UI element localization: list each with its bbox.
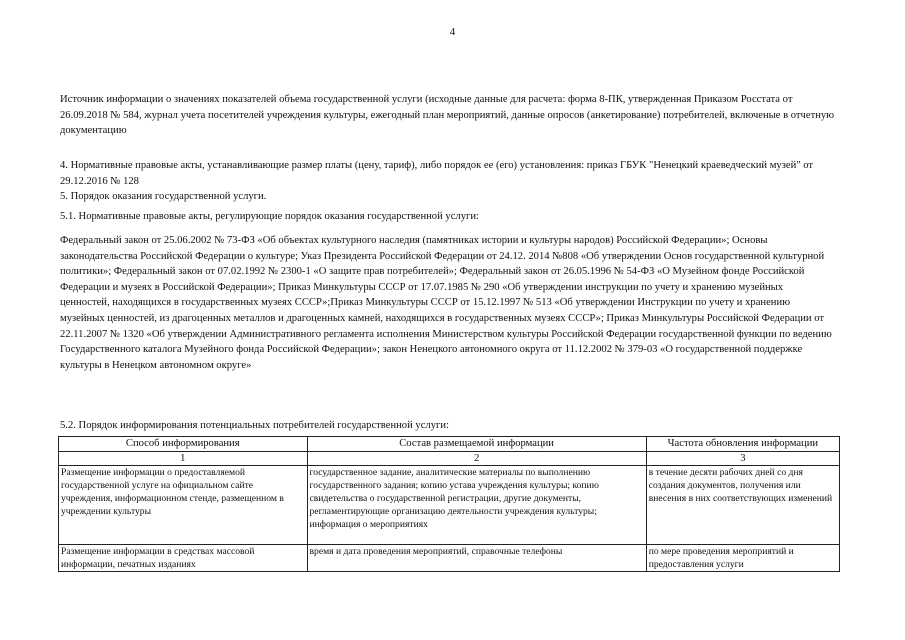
cell-content: государственное задание, аналитические материалы по выполнению государственного задания; копию устава учреждения культуры; копию свидетельства о государственной регистрации, другие документы, регламентирующие организацию деятельности учреждения культуры; информация о мероприятиях <box>307 466 646 545</box>
cell-frequency: по мере проведения мероприятий и предоставления услуги <box>646 545 839 572</box>
page-number: 4 <box>449 26 456 38</box>
column-header-method: Способ информирования <box>59 437 308 452</box>
column-number: 2 <box>307 452 646 466</box>
informing-procedure-table <box>58 436 840 572</box>
cell-method: Размещение информации в средствах массовой информации, печатных изданиях <box>59 545 308 572</box>
column-number: 3 <box>646 452 839 466</box>
cell-frequency: в течение десяти рабочих дней со дня создания документов, получения или внесения в них соответствующих изменений <box>646 466 839 545</box>
section-5-heading: 5. Порядок оказания государственной услуги. <box>60 191 267 202</box>
cell-method: Размещение информации о предоставляемой государственной услуге на официальном сайте учреждения, информационном стенде, размещенном в учреждении культуры <box>59 466 308 545</box>
table-number-row <box>59 452 840 466</box>
table-header-row <box>59 437 840 452</box>
column-header-frequency: Частота обновления информации <box>646 437 839 452</box>
column-number: 1 <box>59 452 308 466</box>
section-5-1-heading: 5.1. Нормативные правовые акты, регулирующие порядок оказания государственной услуги: <box>60 211 479 222</box>
legal-acts-paragraph: Федеральный закон от 25.06.2002 № 73-ФЗ «Об объектах культурного наследия (памятниках истории и культуры народов) Российской Федерации»; Основы законодательства Российской Федерации о культуре; Указ Президента Российской Федерации от 24.12. 2014 №808 «Об утверждении Основ государственной культурной политики»; Федеральный закон от 07.02.1992 № 2300-1 «О защите прав потребителей»; Федеральный закон от 26.05.1996 № 54-ФЗ «О Музейном фонде Российской Федерации и музеях в Российской Федерации»; Приказ Минкультуры СССР от 17.07.1985 № 290 «Об утверждении инструкции по учету и хранению музейных ценностей, находящихся в государственных музеях СССР»;Приказ Минкультуры СССР от 15.12.1997 № 513 «Об утверждении Инструкции по учету и хранению музейных ценностей, из драгоценных металлов и драгоценных камней, находящихся в государственных музеях СССР»; Приказ Минкультуры Российской Федерации от 22.11.2007 № 1320 «Об утверждении Административного регламента исполнения Министерством культуры Российской Федерации государственной функции по ведению Государственного каталога Музейного фонда Российской Федерации»; закон Ненецкого автономного округа от 11.12.2002 № 379-03 «О государственной поддержке культуры в Ненецком автономном округе» <box>60 235 832 371</box>
table-row <box>59 545 840 572</box>
cell-content: время и дата проведения мероприятий, справочные телефоны <box>307 545 646 572</box>
source-info-paragraph: Источник информации о значениях показателей объема государственной услуги (исходные данные для расчета: форма 8-ПК, утвержденная Приказом Росстата от 26.09.2018 № 584, журнал учета посетителей учреждения культуры, ежегодный план мероприятий, данные опросов (анкетирование) потребителей, включеные в отчетную документацию <box>60 94 835 137</box>
table-row <box>59 466 840 545</box>
section-5-2-heading: 5.2. Порядок информирования потенциальных потребителей государственной услуги: <box>60 420 449 431</box>
section-4-paragraph: 4. Нормативные правовые акты, устанавливающие размер платы (цену, тариф), либо порядок ее (его) установления: приказ ГБУК "Ненецкий краеведческий музей" от 29.12.2016 № 128 <box>60 160 814 187</box>
column-header-content: Состав размещаемой информации <box>307 437 646 452</box>
